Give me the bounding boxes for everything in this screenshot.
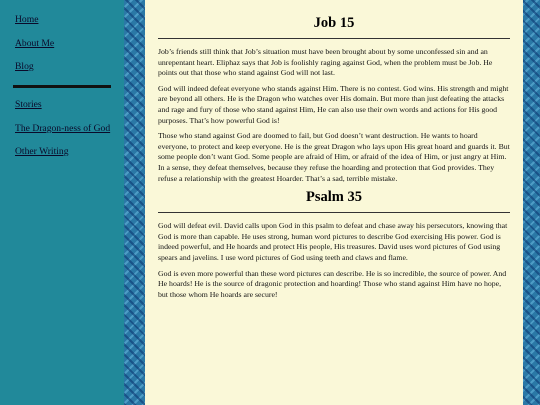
sidebar (0, 0, 124, 405)
nav-link-about-me[interactable]: About Me (15, 38, 55, 49)
section-title-psalm-35: Psalm 35 (306, 189, 362, 206)
paragraph: Those who stand against God are doomed to fail, but God doesn’t want destruction. He wants to hoard everyone, to protect and keep everyone. He is the great Dragon who lays upon His great hoard and guards it. But some people don’t want God. Some people are afraid of Him, or afraid of the idea of Him, or just angry at Him. In a sense, they defeat themselves, because they refuse the hoarding and protection that God provides. They refuse a relationship with the greatest Hoarder. That’s a sad, terrible mistake. (158, 131, 510, 183)
nav-link-stories[interactable]: Stories (15, 99, 42, 110)
paragraph: God is even more powerful than these word pictures can describe. He is so incredible, the source of power. And He hoards! He is the source of dragonic protection and hoarding! Those who stand against Him have no hope, but those whom He hoards are secure! (158, 268, 507, 299)
paragraph: God will defeat evil. David calls upon God in this psalm to defeat and chase away his persecutors, knowing that God is more than capable. He uses strong, human word pictures to describe God exercising His power. God is indeed powerful, and He hoards and protect His people, His treasures. David uses word pictures of God using spears and javelins. I use word pictures of God using teeth and claws and flame. (158, 221, 508, 262)
paragraph: Job’s friends still think that Job’s situation must have been brought about by some unconfessed sin and an unrepentant heart. Eliphaz says that Job is foolishly raging against God, when the problem must be Job. He points out that those who stand against God will not last. (158, 47, 493, 78)
nav-divider (13, 85, 111, 88)
paragraph: God will indeed defeat everyone who stands against Him. There is no contest. God wins. His strength and might are beyond all others. He is the Dragon who watches over His domain. But more than just defeating the attacks and rage and fury of those who stand against Him, He can also use their own words and actions for His good purposes. That’s how powerful God is! (158, 83, 509, 125)
title-rule (158, 212, 510, 213)
nav-link-blog[interactable]: Blog (15, 61, 34, 72)
nav-link-home[interactable]: Home (15, 14, 39, 25)
section-title-job-15: Job 15 (313, 15, 355, 31)
nav-link-dragon-ness-of-god[interactable]: The Dragon-ness of God (15, 123, 111, 134)
main-content (145, 0, 523, 405)
title-rule (158, 38, 510, 39)
nav-link-other-writing[interactable]: Other Writing (15, 146, 69, 157)
